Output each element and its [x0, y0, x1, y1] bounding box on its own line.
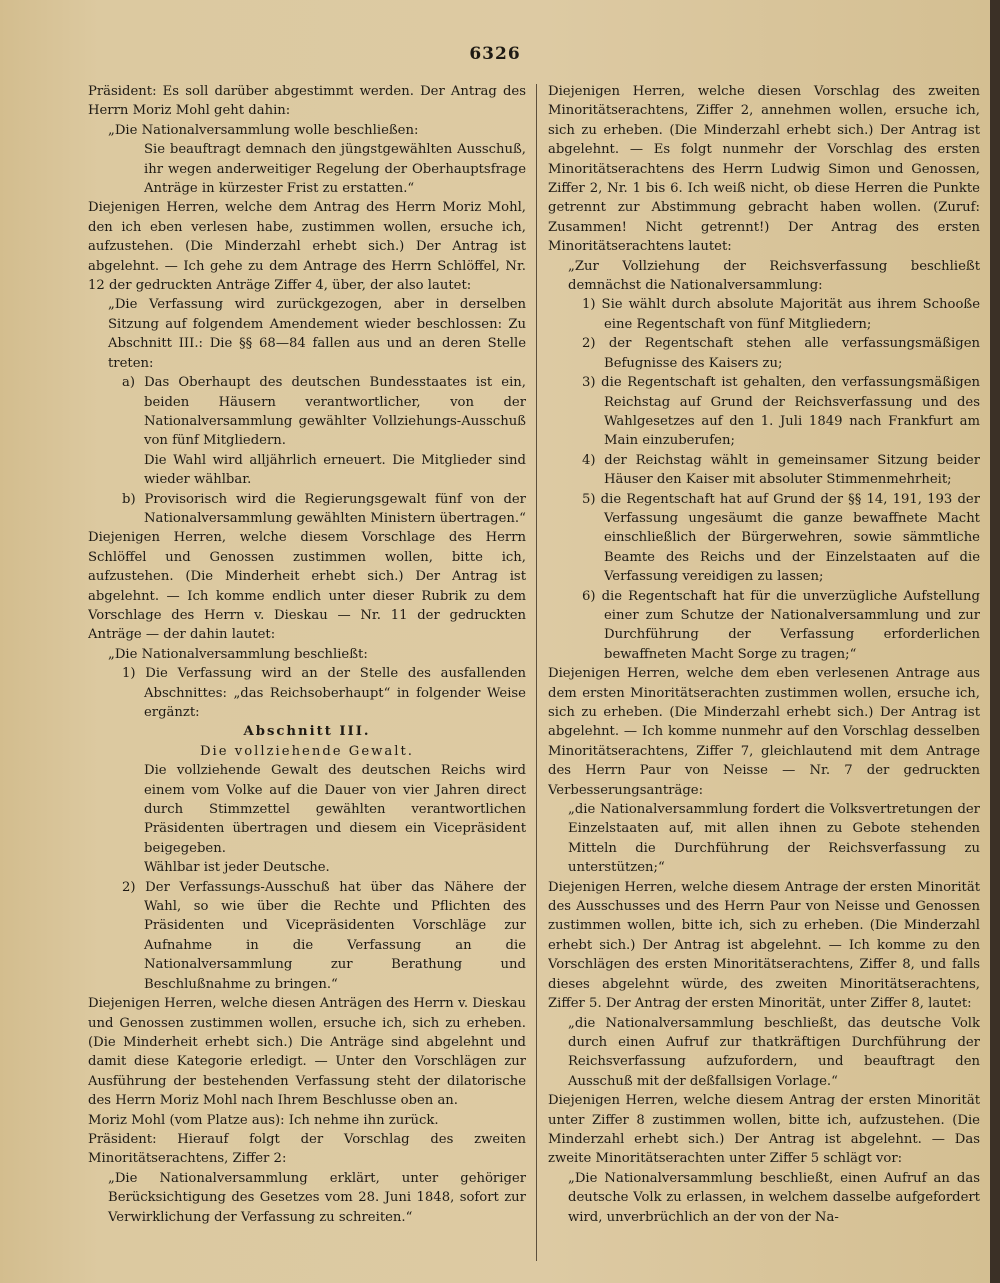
quote-paragraph: „die Nationalversammlung fordert die Volksvertretungen der Einzelstaaten auf, mit allen ihnen zu Gebote stehenden Mitteln die Durchführung der Reichsverfassung zu unterstützen;“: [568, 802, 980, 876]
list-item: 1) Die Verfassung wird an der Stelle des ausfallenden Abschnittes: „das Reichsoberhaupt“ in folgender Weise ergänzt:: [122, 666, 526, 720]
paragraph: Diejenigen Herren, welche dem eben verlesenen Antrage aus dem ersten Minoritätserachten zustimmen wollen, ersuche ich, sich zu erheben. (Die Minderzahl erhebt sich.) Der Antrag ist abgelehnt. — Ich komme nunmehr auf den Vorschlag desselben Minoritätserachtens, Ziffer 7, gleichlautend mit dem Antrage des Herrn Paur von Neisse — Nr. 7 der gedruckten Verbesserungsanträge:: [548, 666, 980, 798]
paragraph: Diejenigen Herren, welche diesen Vorschlag des zweiten Minoritätserachtens, Ziffer 2, annehmen wollen, ersuche ich, sich zu erheben. (Die Minderzahl erhebt sich.) Der Antrag ist abgelehnt. — Es folgt nunmehr der Vorschlag des ersten Minoritätserachtens des Herrn Ludwig Simon und Genossen, Ziffer 2, Nr. 1 bis 6. Ich weiß nicht, ob diese Herren die Punkte getrennt zur Abstimmung gebracht haben wollen. (Zuruf: Zusammen! Nicht getrennt!) Der Antrag des ersten Minoritätserachtens lautet:: [548, 84, 980, 255]
section-subheading: Die vollziehende Gewalt.: [199, 743, 414, 759]
paragraph: Diejenigen Herren, welche diesem Antrag der ersten Minorität unter Ziffer 8 zustimmen wollen, bitte ich, aufzustehen. (Die Minderzahl erhebt sich.) Der Antrag ist abgelehnt. — Das zweite Minoritätserachten unter Ziffer 5 schlägt vor:: [548, 1093, 980, 1167]
list-item: 5) die Regentschaft hat auf Grund der §§ 14, 191, 193 der Verfassung ungesäumt die ganze bewaffnete Macht einschließlich der Bürgerwehren, sowie sämmtliche Beamte des Reichs und der Einzelstaaten auf die Verfassung vereidigen zu lassen;: [582, 491, 980, 585]
section-heading: Abschnitt III.: [243, 724, 371, 740]
paragraph: Diejenigen Herren, welche diesem Antrage der ersten Minorität des Ausschusses und des Herrn Paur von Neisse und Genossen zustimmen wollen, bitte ich, sich zu erheben. (Die Minderzahl erhebt sich.) Der Antrag ist abgelehnt. — Ich komme zu den Vorschlägen des ersten Minoritätserachtens, Ziffer 8, und falls dieses abgelehnt würde, des zweiten Minoritätserachtens, Ziffer 5. Der Antrag der ersten Minorität, unter Ziffer 8, lautet:: [548, 879, 980, 1012]
quote-paragraph: „Die Nationalversammlung wolle beschließen:: [108, 122, 419, 138]
list-item: 4) der Reichstag wählt in gemeinsamer Sitzung beider Häuser den Kaiser mit absoluter Stimmenmehrheit;: [582, 452, 980, 488]
quote-paragraph: „Die Nationalversammlung beschließt, einen Aufruf an das deutsche Volk zu erlassen, in welchem dasselbe aufgefordert wird, unverbrüchlich an der von der Na-: [568, 1170, 980, 1225]
list-item-continuation: Wählbar ist jeder Deutsche.: [144, 860, 330, 876]
list-item: 6) die Regentschaft hat für die unverzügliche Aufstellung einer zum Schutze der Nationalversammlung und zur Durchführung der Verfassung erforderlichen bewaffneten Macht Sorge zu tragen;“: [582, 588, 980, 662]
list-item: 2) Der Verfassungs-Ausschuß hat über das Nähere der Wahl, so wie über die Rechte und Pflichten des Präsidenten und Vicepräsidenten Vorschläge zur Aufnahme in die Verfassung an die Nationalversammlung zur Berathung und Beschlußnahme zu bringen.“: [122, 879, 526, 992]
list-item: 1) Sie wählt durch absolute Majorität aus ihrem Schooße eine Regentschaft von fünf Mitgliedern;: [582, 297, 980, 332]
list-item: 3) die Regentschaft ist gehalten, den verfassungsmäßigen Reichstag auf Grund der Reichsverfassung und des Wahlgesetzes auf den 1. Juli 1849 nach Frankfurt am Main einzuberufen;: [582, 375, 980, 449]
list-item: 2) der Regentschaft stehen alle verfassungsmäßigen Befugnisse des Kaisers zu;: [582, 336, 980, 371]
quote-paragraph: „Die Nationalversammlung beschließt:: [108, 646, 368, 662]
list-item: b) Provisorisch wird die Regierungsgewalt fünf von der Nationalversammlung gewählten Ministern übertragen.“: [122, 491, 526, 526]
page-number: 6326: [469, 44, 521, 64]
paragraph: Diejenigen Herren, welche diesen Anträgen des Herrn v. Dieskau und Genossen zustimmen wollen, ersuche ich, sich zu erheben. (Die Minderheit erhebt sich.) Die Anträge sind abgelehnt und damit diese Kategorie erledigt. — Unter den Vorschlägen zur Ausführung der bestehenden Verfassung steht der dilatorische des Herrn Moriz Mohl nach Ihrem Beschlusse oben an.: [88, 996, 526, 1109]
quote-paragraph: „Zur Vollziehung der Reichsverfassung beschließt demnächst die Nationalversammlung:: [568, 258, 980, 294]
quote-paragraph: „die Nationalversammlung beschließt, das deutsche Volk durch einen Aufruf zur thatkräftigen Durchführung der Reichsverfassung aufzufordern, und beauftragt den Ausschuß mit der deßfallsigen Vorlage.“: [568, 1015, 980, 1089]
paragraph: Diejenigen Herren, welche dem Antrag des Herrn Moriz Mohl, den ich eben verlesen habe, zustimmen wollen, ersuche ich, aufzustehen. (Die Minderzahl erhebt sich.) Der Antrag ist abgelehnt. — Ich gehe zu dem Antrage des Herrn Schlöffel, Nr. 12 der gedruckten Anträge Ziffer 4, über, der also lautet:: [88, 200, 526, 294]
list-item-continuation: Die Wahl wird alljährlich erneuert. Die Mitglieder sind wieder wählbar.: [144, 452, 526, 488]
paragraph: Präsident: Es soll darüber abgestimmt werden. Der Antrag des Herrn Moriz Mohl geht dahin:: [88, 84, 526, 119]
quote-paragraph: Sie beauftragt demnach den jüngstgewählten Ausschuß, ihr wegen anderweitiger Regelung der Oberhauptsfrage Anträge in kürzester Frist zu erstatten.“: [144, 142, 526, 197]
quote-paragraph: „Die Nationalversammlung erklärt, unter gehöriger Berücksichtigung des Gesetzes vom 28. Juni 1848, sofort zur Verwirklichung der Verfassung zu schreiten.“: [108, 1170, 526, 1225]
column-divider: [536, 84, 537, 1261]
paragraph: Präsident: Hierauf folgt der Vorschlag des zweiten Minoritätserachtens, Ziffer 2:: [88, 1131, 526, 1167]
left-column: [88, 82, 526, 1263]
paragraph: Diejenigen Herren, welche diesem Vorschlage des Herrn Schlöffel und Genossen zustimmen wollen, bitte ich, aufzustehen. (Die Minderheit erhebt sich.) Der Antrag ist abgelehnt. — Ich komme endlich unter dieser Rubrik zu dem Vorschlage des Herrn v. Dieskau — Nr. 11 der gedruckten Anträge — der dahin lautet:: [88, 530, 526, 643]
quote-paragraph: „Die Verfassung wird zurückgezogen, aber in derselben Sitzung auf folgendem Amendement wieder beschlossen: Zu Abschnitt III.: Die §§ 68—84 fallen aus und an deren Stelle treten:: [108, 297, 526, 371]
right-column: [548, 82, 980, 1263]
list-item-continuation: Die vollziehende Gewalt des deutschen Reichs wird einem vom Volke auf die Dauer von vier Jahren direct durch Stimmzettel gewählten verantwortlichen Präsidenten übertragen und diesem ein Vicepräsident beigegeben.: [144, 763, 526, 856]
list-item: a) Das Oberhaupt des deutschen Bundesstaates ist ein, beiden Häusern verantwortlicher, von der Nationalversammlung gewählter Vollziehungs-Ausschuß von fünf Mitgliedern.: [122, 375, 526, 449]
paragraph: Moriz Mohl (vom Platze aus): Ich nehme ihn zurück.: [88, 1112, 439, 1128]
